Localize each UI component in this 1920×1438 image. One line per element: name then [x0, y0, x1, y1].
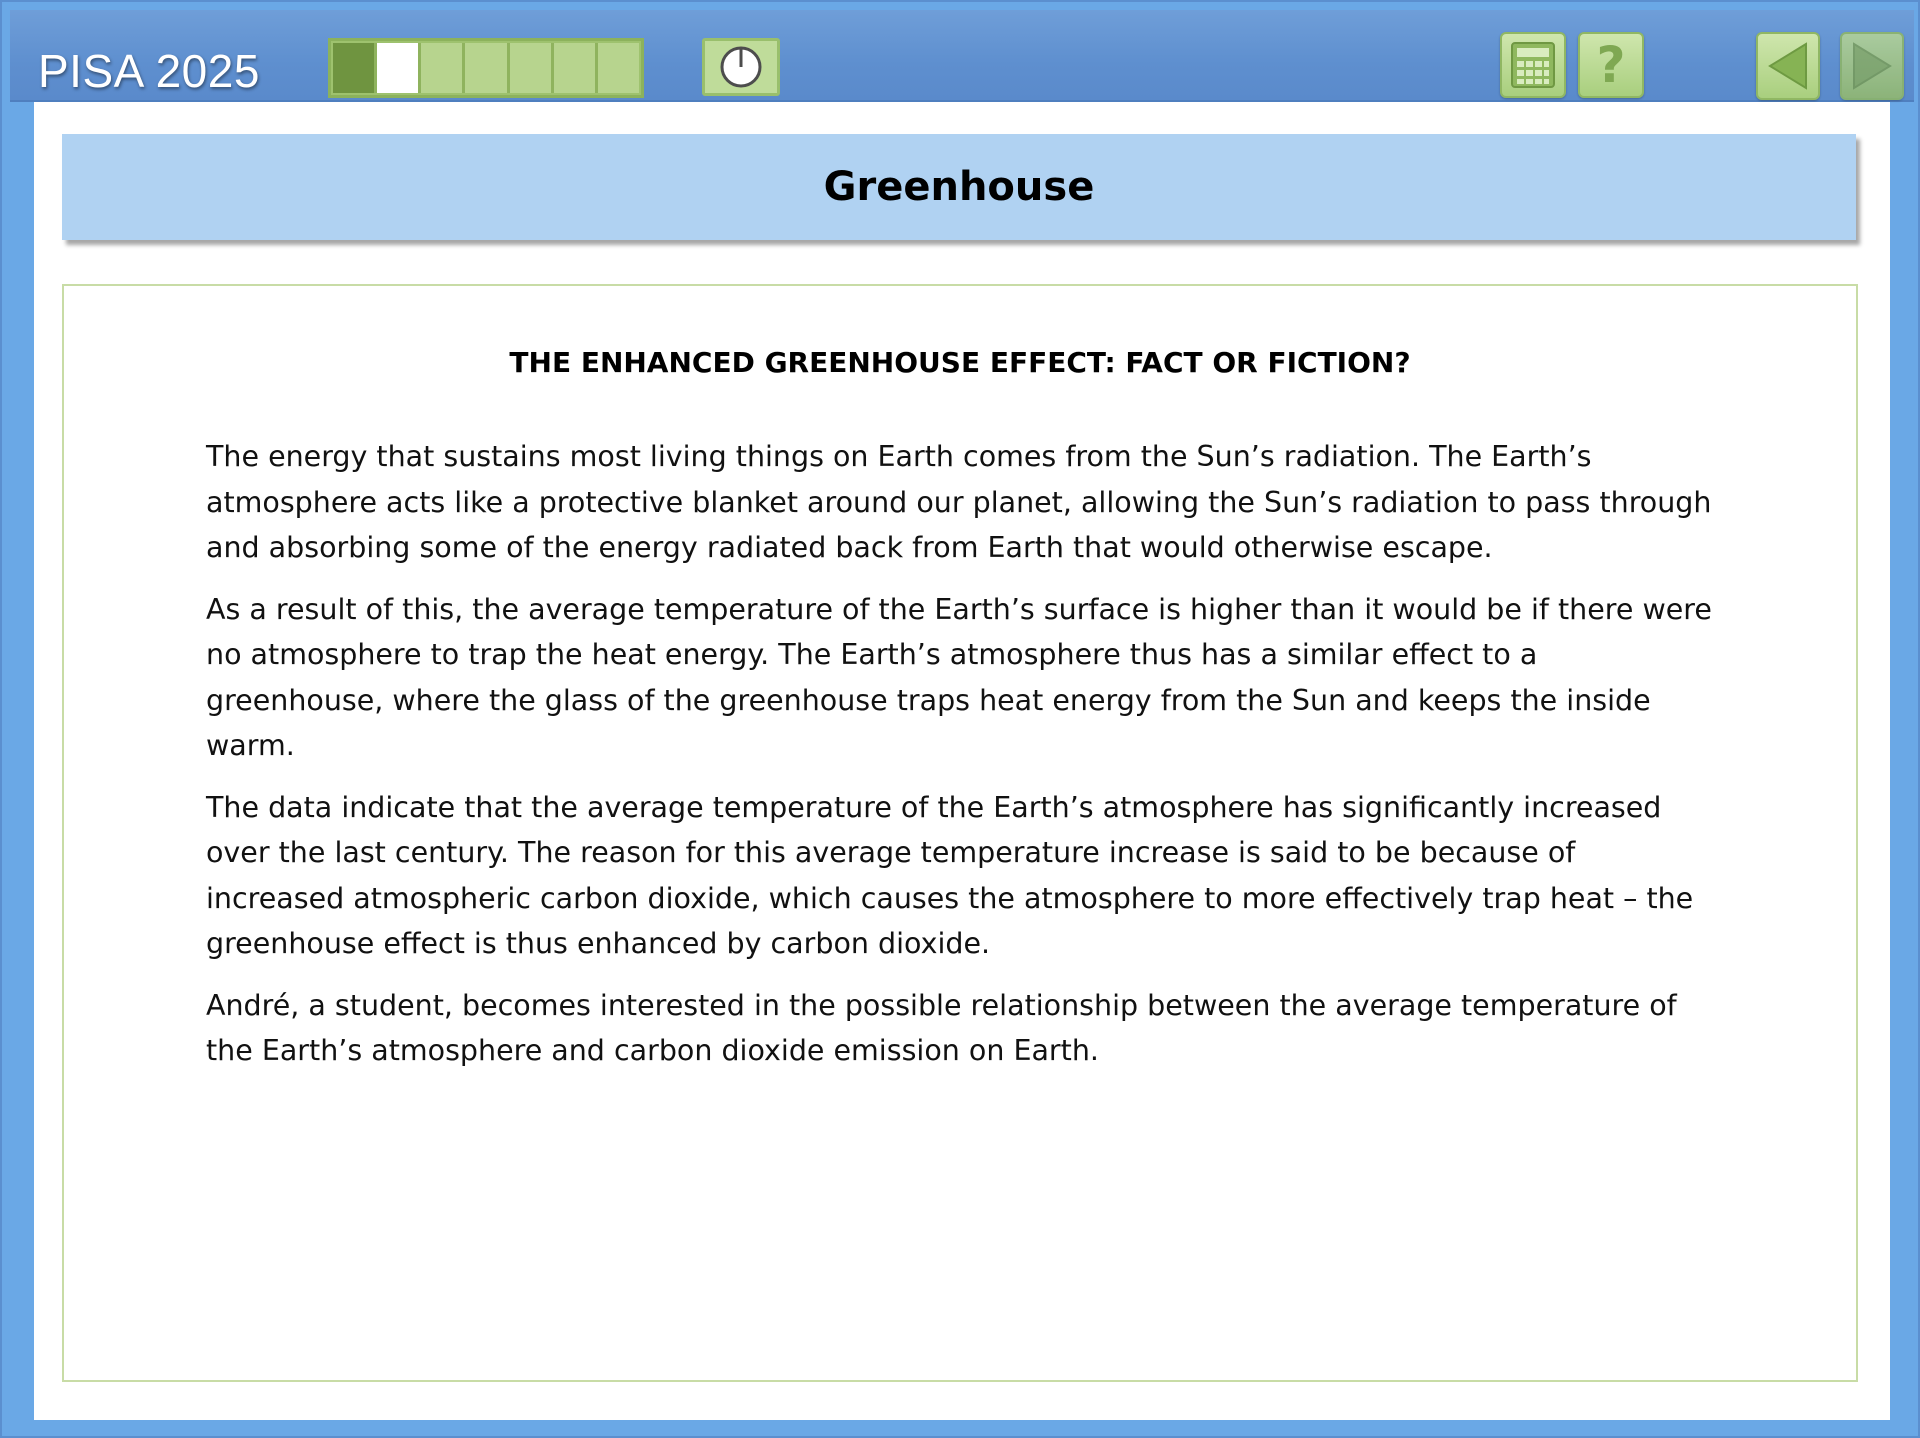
page-area [34, 102, 1890, 1420]
help-icon: ? [1596, 36, 1626, 94]
article-paragraph: As a result of this, the average temperature of the Earth’s surface is higher than it would be if there were no atmosphere to trap the heat energy. The Earth’s atmosphere thus has a similar effect to a greenhouse, where the glass of the greenhouse traps heat energy from the Sun and keeps the inside warm. [206, 592, 1712, 762]
unit-title: Greenhouse [823, 164, 1095, 210]
article-paragraph: The energy that sustains most living things on Earth comes from the Sun’s radiation. The Earth’s atmosphere acts like a protective blanket around our planet, allowing the Sun’s radiation to pass through and absorbing some of the energy radiated back from Earth that would otherwise escape. [206, 440, 1712, 564]
progress-segment-1 [333, 43, 377, 93]
top-toolbar [10, 10, 1914, 102]
stimulus-panel [62, 284, 1858, 1382]
progress-segment-6 [554, 43, 598, 93]
arrow-left-icon [1764, 40, 1812, 92]
calculator-button[interactable] [1500, 32, 1566, 98]
previous-button[interactable] [1756, 32, 1820, 100]
timer-button[interactable] [702, 38, 780, 96]
help-button[interactable] [1578, 32, 1644, 98]
calculator-icon [1508, 40, 1558, 90]
timer-icon [718, 44, 764, 90]
next-button[interactable] [1840, 32, 1904, 100]
article-body [206, 434, 1716, 1090]
arrow-right-icon [1848, 40, 1896, 92]
article-heading: THE ENHANCED GREENHOUSE EFFECT: FACT OR FICTION? [509, 346, 1411, 379]
article-paragraph: The data indicate that the average temperature of the Earth’s atmosphere has significantly increased over the last century. The reason for this average temperature increase is said to be because of increased atmospheric carbon dioxide, which causes the atmosphere to more effectively trap heat – the greenhouse effect is thus enhanced by carbon dioxide. [206, 790, 1694, 960]
progress-segment-4 [465, 43, 509, 93]
progress-segment-5 [510, 43, 554, 93]
progress-bar [328, 38, 644, 98]
progress-segment-2 [377, 43, 421, 93]
brand-title: PISA 2025 [38, 45, 260, 97]
unit-title-banner [62, 134, 1856, 240]
article-paragraph: André, a student, becomes interested in the possible relationship between the average temperature of the Earth’s atmosphere and carbon dioxide emission on Earth. [206, 988, 1677, 1067]
progress-segment-7 [598, 43, 639, 93]
progress-segment-3 [421, 43, 465, 93]
